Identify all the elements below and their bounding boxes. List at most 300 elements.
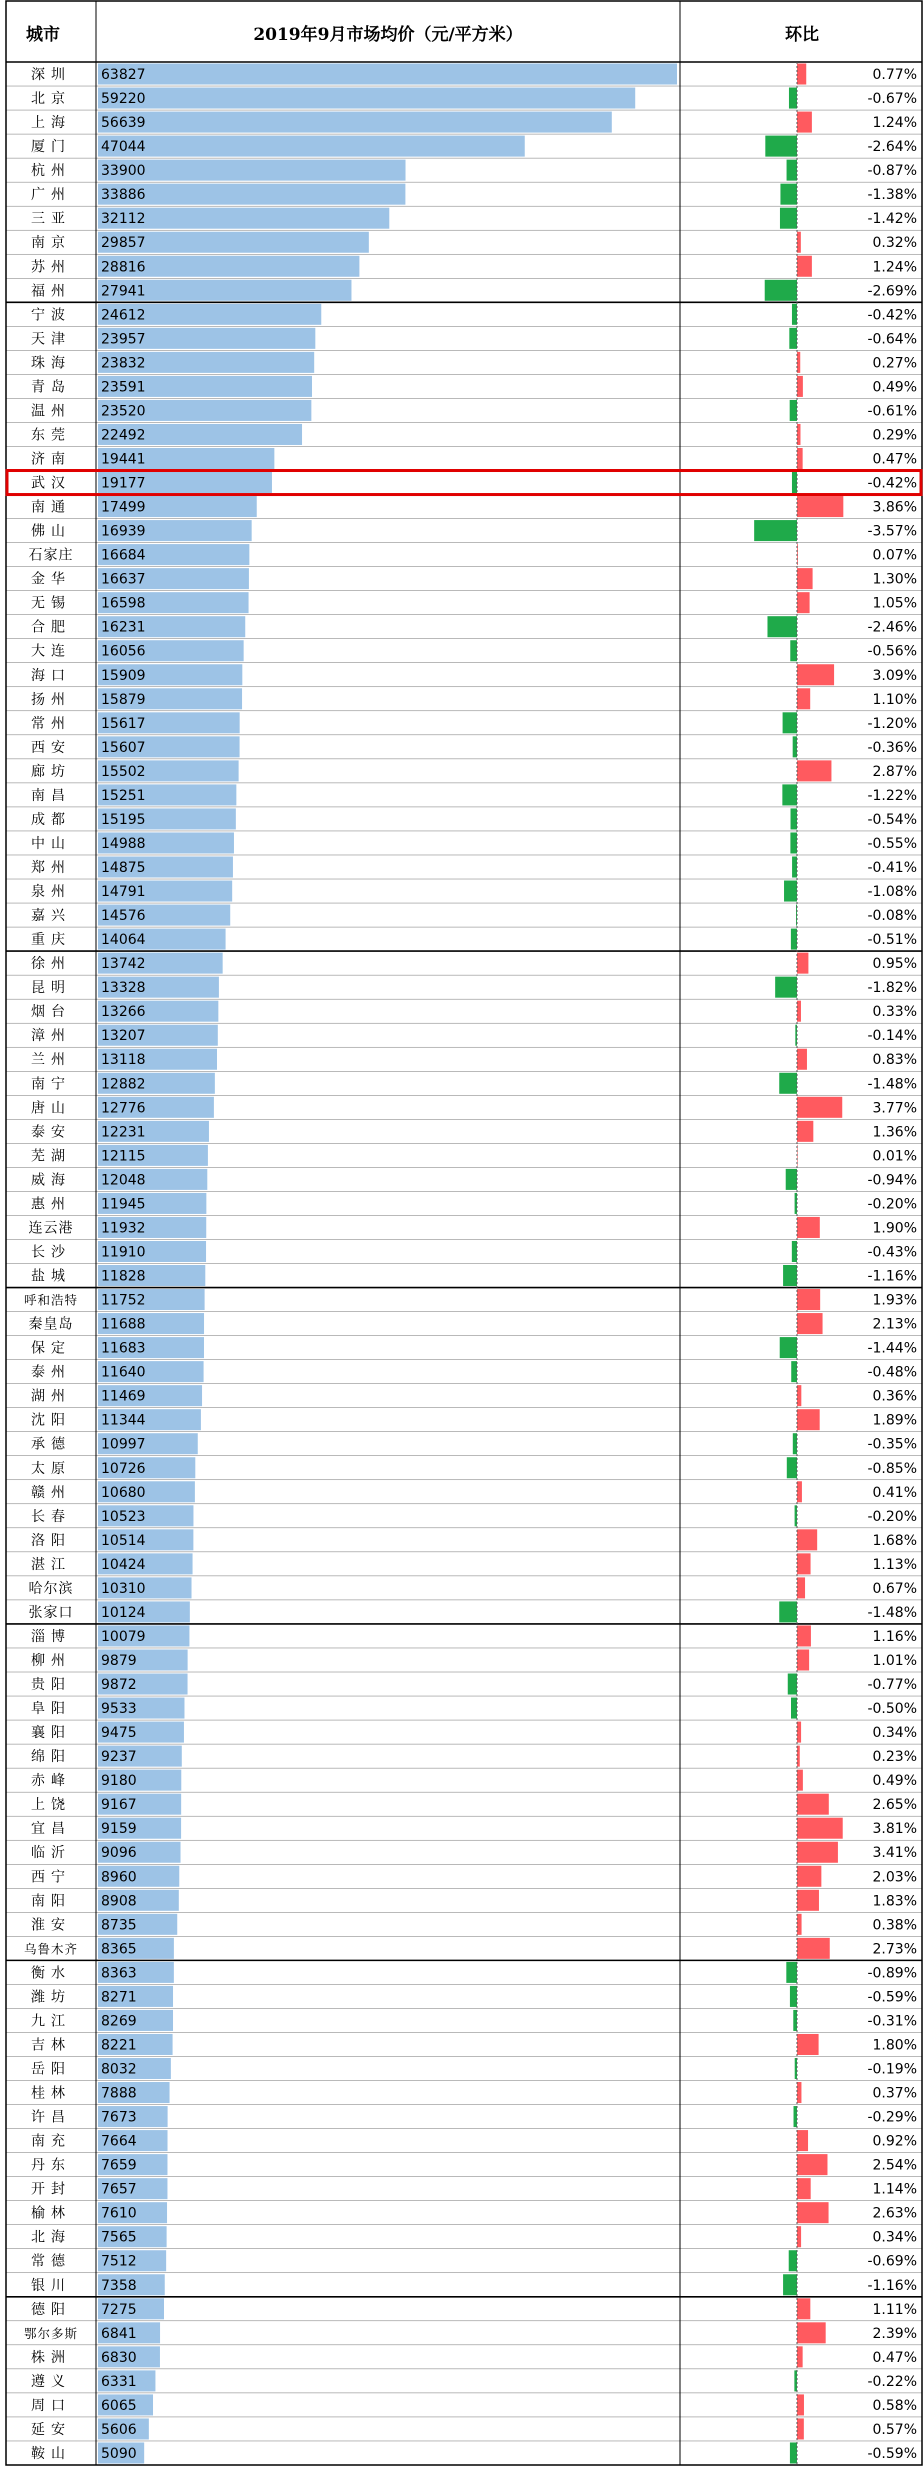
city-label: 洛阳: [31, 1532, 71, 1549]
price-bar: [98, 136, 525, 157]
city-label: 柳州: [31, 1652, 71, 1669]
price-label: 7610: [101, 2205, 137, 2222]
price-label: 10424: [101, 1556, 146, 1573]
city-label: 宜昌: [31, 1821, 71, 1838]
change-label: 0.83%: [872, 1052, 917, 1069]
change-label: 1.01%: [872, 1652, 917, 1669]
city-label: 漳州: [31, 1028, 71, 1045]
city-label: 保定: [31, 1340, 71, 1357]
change-bar: [797, 2346, 803, 2367]
price-label: 11752: [101, 1292, 146, 1309]
price-label: 11688: [101, 1316, 146, 1333]
change-label: -1.16%: [867, 2277, 917, 2294]
change-bar: [791, 808, 797, 829]
change-bar: [793, 1433, 797, 1454]
change-bar: [797, 1625, 811, 1646]
change-label: -0.77%: [867, 1677, 917, 1694]
price-label: 23520: [101, 403, 146, 420]
change-bar: [797, 1121, 813, 1142]
change-label: 1.93%: [872, 1292, 917, 1309]
change-label: 3.81%: [872, 1821, 917, 1838]
price-bar: [98, 88, 635, 109]
change-bar: [780, 184, 797, 205]
change-bar: [797, 1529, 817, 1550]
city-label: 盐城: [31, 1268, 71, 1285]
price-label: 7888: [101, 2085, 137, 2102]
city-label: 扬州: [31, 691, 71, 708]
city-label: 厦门: [31, 139, 71, 156]
city-label: 湖州: [31, 1388, 71, 1405]
price-label: 23957: [101, 331, 146, 348]
city-label: 杭州: [31, 163, 71, 180]
city-label: 郑州: [31, 860, 71, 877]
city-label: 天津: [31, 331, 71, 348]
change-bar: [797, 2202, 829, 2223]
change-bar: [794, 2106, 797, 2127]
change-label: 1.36%: [872, 1124, 917, 1141]
change-label: -0.50%: [867, 1701, 917, 1718]
price-label: 7657: [101, 2181, 137, 2198]
city-label: 金华: [31, 571, 71, 588]
city-label: 芜湖: [31, 1148, 71, 1165]
city-label: 开封: [31, 2181, 71, 2198]
city-label: 福州: [31, 283, 71, 300]
header-change: 环比: [680, 0, 924, 64]
change-label: 0.47%: [872, 451, 917, 468]
change-label: -0.43%: [867, 1244, 917, 1261]
price-label: 7659: [101, 2157, 137, 2174]
change-label: 0.49%: [872, 1773, 917, 1790]
change-label: 1.68%: [872, 1532, 917, 1549]
change-bar: [779, 1601, 797, 1622]
change-label: 1.05%: [872, 595, 917, 612]
price-label: 8960: [101, 1869, 137, 1886]
change-bar: [797, 1049, 807, 1070]
city-label: 上饶: [31, 1797, 71, 1814]
city-label: 南通: [31, 499, 71, 516]
change-bar: [797, 1818, 843, 1839]
city-label: 珠海: [31, 355, 71, 372]
price-label: 7358: [101, 2277, 137, 2294]
city-label: 鄂尔多斯: [23, 2325, 79, 2341]
change-label: 0.34%: [872, 1725, 917, 1742]
city-label: 桂林: [31, 2085, 71, 2102]
price-label: 8365: [101, 1941, 137, 1958]
price-label: 8221: [101, 2037, 137, 2054]
city-label: 岳阳: [31, 2061, 71, 2078]
change-bar: [797, 1217, 820, 1238]
city-label: 长春: [31, 1508, 71, 1525]
change-bar: [797, 2154, 827, 2175]
city-label: 成都: [31, 811, 71, 828]
change-label: -0.69%: [867, 2253, 917, 2270]
city-label: 九江: [31, 2013, 71, 2030]
price-label: 13118: [101, 1052, 146, 1069]
city-label: 阜阳: [31, 1701, 71, 1718]
price-label: 8269: [101, 2013, 137, 2030]
change-label: 2.13%: [872, 1316, 917, 1333]
price-label: 12231: [101, 1124, 146, 1141]
change-label: 0.77%: [872, 67, 917, 84]
change-label: 3.86%: [872, 499, 917, 516]
change-label: -0.94%: [867, 1172, 917, 1189]
price-label: 33886: [101, 187, 146, 204]
city-label: 泉州: [31, 884, 71, 901]
price-label: 19441: [101, 451, 146, 468]
price-label: 7673: [101, 2109, 137, 2126]
price-label: 10726: [101, 1460, 146, 1477]
change-bar: [793, 736, 797, 757]
city-label: 西安: [31, 739, 71, 756]
change-bar: [797, 1649, 809, 1670]
price-label: 6331: [101, 2373, 137, 2390]
price-label: 13328: [101, 980, 146, 997]
price-label: 23832: [101, 355, 146, 372]
city-label: 贵阳: [31, 1677, 71, 1694]
city-label: 承德: [31, 1436, 71, 1453]
price-label: 8908: [101, 1893, 137, 1910]
city-label: 连云港: [28, 1220, 74, 1237]
price-label: 14576: [101, 908, 146, 925]
change-label: -0.67%: [867, 91, 917, 108]
change-bar: [792, 304, 797, 325]
city-label: 延安: [31, 2421, 71, 2438]
change-bar: [797, 1097, 842, 1118]
city-label: 合肥: [31, 619, 71, 636]
change-bar: [797, 1481, 802, 1502]
change-label: 0.92%: [872, 2133, 917, 2150]
change-bar: [790, 832, 797, 853]
change-bar: [797, 1914, 802, 1935]
price-label: 8363: [101, 1965, 137, 1982]
price-label: 16939: [101, 523, 146, 540]
change-bar: [797, 688, 810, 709]
price-label: 12776: [101, 1100, 146, 1117]
price-label: 10310: [101, 1580, 146, 1597]
price-label: 24612: [101, 307, 146, 324]
price-bar: [98, 64, 677, 85]
price-label: 29857: [101, 235, 146, 252]
change-label: 3.77%: [872, 1100, 917, 1117]
change-bar: [797, 2322, 826, 2343]
change-bar: [792, 1241, 797, 1262]
city-label: 深圳: [31, 67, 71, 84]
change-label: 0.49%: [872, 379, 917, 396]
city-label: 南昌: [31, 787, 71, 804]
city-label: 中山: [31, 835, 71, 852]
price-label: 10997: [101, 1436, 146, 1453]
change-label: -0.85%: [867, 1460, 917, 1477]
city-label: 乌鲁木齐: [23, 1941, 79, 1957]
price-label: 7664: [101, 2133, 137, 2150]
city-label: 临沂: [31, 1845, 71, 1862]
change-bar: [797, 2298, 810, 2319]
change-bar: [797, 953, 808, 974]
change-label: 0.57%: [872, 2421, 917, 2438]
change-label: -0.20%: [867, 1196, 917, 1213]
change-bar: [797, 2082, 801, 2103]
city-label: 惠州: [31, 1196, 71, 1213]
city-label: 淄博: [31, 1628, 71, 1645]
price-label: 59220: [101, 91, 146, 108]
city-label: 哈尔滨: [28, 1580, 74, 1597]
city-label: 鞍山: [31, 2445, 71, 2462]
change-bar: [765, 280, 797, 301]
price-label: 11469: [101, 1388, 146, 1405]
city-label: 常州: [31, 715, 71, 732]
change-bar: [765, 136, 797, 157]
change-bar: [789, 2250, 797, 2271]
change-bar: [775, 977, 797, 998]
city-label: 南宁: [31, 1076, 71, 1093]
price-label: 16231: [101, 619, 146, 636]
change-label: -0.59%: [867, 1989, 917, 2006]
change-label: 0.38%: [872, 1917, 917, 1934]
change-bar: [794, 2370, 797, 2391]
price-label: 9180: [101, 1773, 137, 1790]
price-label: 12048: [101, 1172, 146, 1189]
city-label: 榆林: [31, 2205, 71, 2222]
city-label: 海口: [31, 667, 71, 684]
change-label: 2.03%: [872, 1869, 917, 1886]
change-label: -1.16%: [867, 1268, 917, 1285]
city-label: 襄阳: [31, 1725, 71, 1742]
change-label: 1.90%: [872, 1220, 917, 1237]
change-label: 0.41%: [872, 1484, 917, 1501]
change-bar: [797, 496, 843, 517]
price-label: 47044: [101, 139, 146, 156]
change-label: 0.23%: [872, 1749, 917, 1766]
change-bar: [784, 881, 797, 902]
change-bar: [792, 856, 797, 877]
price-label: 56639: [101, 115, 146, 132]
city-label: 淮安: [31, 1917, 71, 1934]
change-bar: [797, 448, 803, 469]
city-label: 株洲: [31, 2349, 71, 2366]
change-label: -1.82%: [867, 980, 917, 997]
price-label: 12115: [101, 1148, 146, 1165]
city-label: 衡水: [31, 1965, 71, 1982]
price-label: 14791: [101, 884, 146, 901]
price-label: 11640: [101, 1364, 146, 1381]
city-label: 唐山: [31, 1100, 71, 1117]
change-label: -2.64%: [867, 139, 917, 156]
price-label: 8735: [101, 1917, 137, 1934]
change-label: 2.73%: [872, 1941, 917, 1958]
change-label: 2.87%: [872, 763, 917, 780]
city-label: 广州: [31, 187, 71, 204]
change-bar: [786, 1962, 797, 1983]
change-label: 0.47%: [872, 2349, 917, 2366]
change-bar: [797, 2130, 808, 2151]
change-label: -3.57%: [867, 523, 917, 540]
city-label: 太原: [31, 1460, 71, 1477]
price-label: 16684: [101, 547, 146, 564]
change-bar: [797, 376, 803, 397]
city-label: 银川: [31, 2277, 71, 2294]
price-label: 9879: [101, 1652, 137, 1669]
city-label: 赤峰: [31, 1773, 71, 1790]
city-label: 丹东: [31, 2157, 71, 2174]
city-label: 苏州: [31, 259, 71, 276]
price-label: 11828: [101, 1268, 146, 1285]
change-label: 0.58%: [872, 2397, 917, 2414]
change-bar: [797, 1313, 823, 1334]
price-label: 14988: [101, 835, 146, 852]
change-label: 1.10%: [872, 691, 917, 708]
change-bar: [791, 1698, 797, 1719]
change-label: 2.63%: [872, 2205, 917, 2222]
city-label: 无锡: [31, 595, 71, 612]
city-label: 东莞: [31, 427, 71, 444]
change-bar: [790, 400, 797, 421]
city-label: 廊坊: [31, 763, 71, 780]
change-bar: [791, 1361, 797, 1382]
change-label: 0.67%: [872, 1580, 917, 1597]
price-label: 15909: [101, 667, 146, 684]
price-label: 22492: [101, 427, 146, 444]
price-label: 14064: [101, 932, 146, 949]
change-bar: [790, 1986, 797, 2007]
city-label: 吉林: [31, 2037, 71, 2054]
city-label: 重庆: [31, 932, 71, 949]
change-label: -1.48%: [867, 1604, 917, 1621]
city-label: 兰州: [31, 1052, 71, 1069]
change-bar: [789, 328, 797, 349]
change-label: -1.42%: [867, 211, 917, 228]
price-label: 15879: [101, 691, 146, 708]
change-label: -0.29%: [867, 2109, 917, 2126]
change-label: -0.61%: [867, 403, 917, 420]
change-bar: [792, 472, 797, 493]
change-bar: [797, 1577, 805, 1598]
change-label: -1.20%: [867, 715, 917, 732]
change-label: 2.54%: [872, 2157, 917, 2174]
change-label: -0.48%: [867, 1364, 917, 1381]
city-label: 佛山: [31, 523, 71, 540]
change-label: -0.54%: [867, 811, 917, 828]
price-label: 15195: [101, 811, 146, 828]
change-bar: [797, 112, 812, 133]
change-label: 1.14%: [872, 2181, 917, 2198]
price-label: 13742: [101, 956, 146, 973]
price-label: 7565: [101, 2229, 137, 2246]
change-bar: [797, 232, 801, 253]
change-bar: [754, 520, 797, 541]
change-bar: [797, 760, 831, 781]
change-bar: [797, 1409, 820, 1430]
city-label: 沈阳: [31, 1412, 71, 1429]
change-label: 0.36%: [872, 1388, 917, 1405]
city-label: 徐州: [31, 956, 71, 973]
price-label: 27941: [101, 283, 146, 300]
city-label: 西宁: [31, 1869, 71, 1886]
price-label: 12882: [101, 1076, 146, 1093]
change-bar: [797, 1890, 819, 1911]
change-label: -0.42%: [867, 307, 917, 324]
change-label: 0.07%: [872, 547, 917, 564]
change-bar: [797, 256, 812, 277]
change-bar: [797, 424, 800, 445]
change-bar: [797, 1770, 803, 1791]
price-label: 5090: [101, 2445, 137, 2462]
price-label: 9167: [101, 1797, 137, 1814]
city-label: 石家庄: [28, 547, 74, 564]
city-label: 常德: [31, 2253, 71, 2270]
change-bar: [790, 2442, 797, 2463]
price-label: 10680: [101, 1484, 146, 1501]
city-label: 绵阳: [31, 1749, 71, 1766]
city-label: 德阳: [31, 2301, 71, 2318]
price-label: 6065: [101, 2397, 137, 2414]
change-label: 0.37%: [872, 2085, 917, 2102]
price-label: 33900: [101, 163, 146, 180]
price-label: 6841: [101, 2325, 137, 2342]
change-label: -1.38%: [867, 187, 917, 204]
change-bar: [797, 1866, 821, 1887]
price-label: 13266: [101, 1004, 146, 1021]
price-label: 8271: [101, 1989, 137, 2006]
change-bar: [797, 1938, 830, 1959]
change-label: -1.44%: [867, 1340, 917, 1357]
change-label: -1.08%: [867, 884, 917, 901]
price-label: 10079: [101, 1628, 146, 1645]
price-label: 9475: [101, 1725, 137, 1742]
price-label: 16598: [101, 595, 146, 612]
change-bar: [783, 712, 797, 733]
city-label: 烟台: [31, 1004, 71, 1021]
city-label: 张家口: [28, 1604, 74, 1621]
change-label: 0.34%: [872, 2229, 917, 2246]
price-label: 9237: [101, 1749, 137, 1766]
price-label: 6830: [101, 2349, 137, 2366]
change-label: 1.83%: [872, 1893, 917, 1910]
change-label: 0.27%: [872, 355, 917, 372]
change-label: -0.42%: [867, 475, 917, 492]
change-bar: [793, 2010, 797, 2031]
change-label: -0.56%: [867, 643, 917, 660]
price-label: 10124: [101, 1604, 146, 1621]
header-city: 城市: [6, 0, 94, 64]
change-label: -0.35%: [867, 1436, 917, 1453]
change-bar: [780, 208, 797, 229]
price-label: 15251: [101, 787, 146, 804]
change-label: 0.33%: [872, 1004, 917, 1021]
change-label: 1.80%: [872, 2037, 917, 2054]
price-label: 13207: [101, 1028, 146, 1045]
change-bar: [797, 2226, 801, 2247]
city-label: 威海: [31, 1172, 71, 1189]
price-label: 8032: [101, 2061, 137, 2078]
change-label: -0.51%: [867, 932, 917, 949]
change-label: -1.48%: [867, 1076, 917, 1093]
change-label: 2.39%: [872, 2325, 917, 2342]
change-label: 1.30%: [872, 571, 917, 588]
city-label: 北京: [31, 91, 71, 108]
price-label: 15617: [101, 715, 146, 732]
change-bar: [797, 1794, 829, 1815]
change-bar: [788, 1674, 797, 1695]
change-bar: [782, 784, 797, 805]
price-label: 16056: [101, 643, 146, 660]
change-label: -0.19%: [867, 2061, 917, 2078]
city-label: 泰安: [31, 1124, 71, 1141]
city-label: 泰州: [31, 1364, 71, 1381]
price-label: 9533: [101, 1701, 137, 1718]
price-label: 10523: [101, 1508, 146, 1525]
change-bar: [797, 2394, 804, 2415]
change-label: -0.55%: [867, 835, 917, 852]
